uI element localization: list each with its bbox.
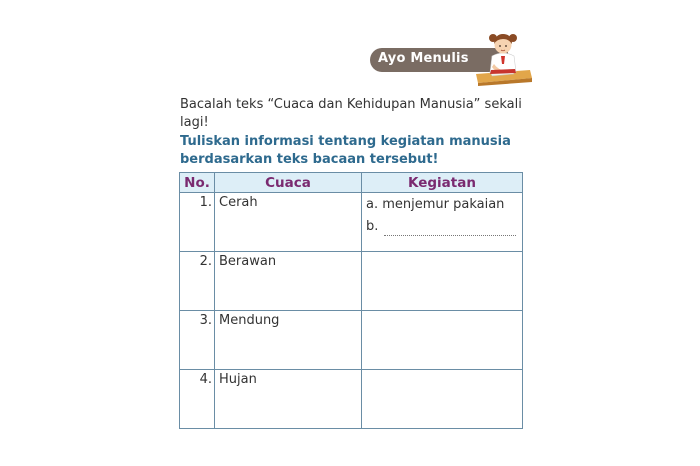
activity-cell[interactable] xyxy=(362,252,523,311)
activity-cell[interactable] xyxy=(362,370,523,429)
table-row xyxy=(180,370,523,429)
header-no: No. xyxy=(180,173,215,193)
header-cuaca: Cuaca xyxy=(215,173,362,193)
reading-instruction: Bacalah teks “Cuaca dan Kehidupan Manusia” sekali lagi! xyxy=(180,97,522,130)
row-number: 3. xyxy=(180,311,215,370)
activity-cell[interactable] xyxy=(362,193,523,252)
section-banner-label: Ayo Menulis xyxy=(378,51,469,66)
weather-activity-table-wrapper xyxy=(179,172,523,429)
weather-cell: Berawan xyxy=(215,252,362,311)
table-row xyxy=(180,311,523,370)
weather-cell: Cerah xyxy=(215,193,362,252)
activity-item-b-label: b. xyxy=(366,219,379,234)
activity-item-a: a. menjemur pakaian xyxy=(366,197,505,212)
row-number: 4. xyxy=(180,370,215,429)
row-number: 1. xyxy=(180,193,215,252)
table-row xyxy=(180,193,523,252)
girl-writing-at-desk-icon xyxy=(472,30,534,86)
writing-task-line-2: berdasarkan teks bacaan tersebut! xyxy=(180,152,439,167)
activity-item-b[interactable] xyxy=(366,218,518,236)
writing-task-line-1: Tuliskan informasi tentang kegiatan manusia xyxy=(180,134,511,149)
answer-dotted-line[interactable] xyxy=(384,223,516,236)
writing-task xyxy=(180,133,540,169)
weather-cell: Mendung xyxy=(215,311,362,370)
weather-activity-table xyxy=(179,172,523,429)
table-header-row xyxy=(180,173,523,193)
weather-cell: Hujan xyxy=(215,370,362,429)
table-row xyxy=(180,252,523,311)
row-number: 2. xyxy=(180,252,215,311)
header-kegiatan: Kegiatan xyxy=(362,173,523,193)
activity-cell[interactable] xyxy=(362,311,523,370)
